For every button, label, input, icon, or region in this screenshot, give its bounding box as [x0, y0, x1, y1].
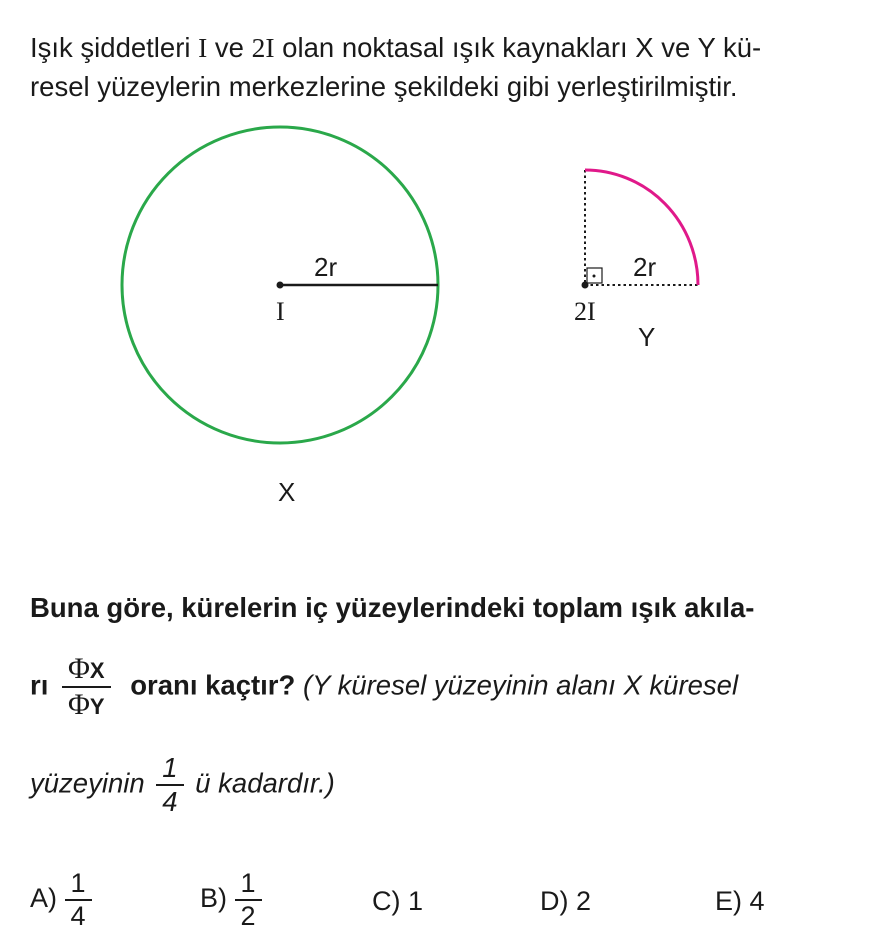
- question-line-2: [30, 652, 738, 722]
- option-letter: D): [540, 886, 569, 916]
- area-fraction-den: 4: [162, 786, 178, 817]
- source-y-dot: [582, 282, 589, 289]
- intensity-symbol-2i: 2I: [251, 32, 275, 63]
- option-d[interactable]: [540, 886, 591, 917]
- x-source-label: I: [276, 297, 285, 326]
- option-letter: B): [200, 883, 227, 914]
- flux-ratio-denominator: ΦY: [67, 688, 105, 721]
- option-a[interactable]: [30, 868, 92, 932]
- area-fraction-num: 1: [156, 752, 183, 786]
- option-fraction: $\frac{1}{2}$: [235, 868, 262, 932]
- right-angle-dot: [593, 275, 596, 278]
- question-italic-a: yüzeyinin: [30, 767, 145, 799]
- question-bold-tail: oranı kaçtır?: [130, 669, 296, 701]
- question-ri: rı: [30, 669, 49, 701]
- option-e[interactable]: [715, 886, 765, 917]
- question-italic-part: (Y küresel yüzeyinin alanı X küresel: [302, 669, 739, 701]
- intro-part: ve: [207, 32, 252, 63]
- flux-ratio-fraction: [62, 652, 111, 722]
- option-fraction: $\frac{1}{4}$: [65, 868, 92, 932]
- option-letter: A): [30, 883, 57, 914]
- option-value: 1: [408, 886, 424, 916]
- y-source-label: 2I: [574, 297, 596, 326]
- y-radius-label: 2r: [633, 252, 657, 282]
- x-radius-label: 2r: [314, 252, 338, 282]
- option-value: 4: [749, 886, 765, 916]
- option-b[interactable]: [200, 868, 262, 932]
- intro-line-2: resel yüzeylerin merkezlerine şekildeki gibi yerleştirilmiştir.: [30, 71, 738, 102]
- question-line-3: [30, 752, 335, 818]
- source-x-dot: [277, 282, 284, 289]
- y-sphere-label: Y: [638, 322, 656, 352]
- option-letter: E): [715, 886, 742, 916]
- option-letter: C): [372, 886, 401, 916]
- x-sphere-label: X: [278, 477, 296, 507]
- intro-part: Işık şiddetleri: [30, 32, 199, 63]
- option-value: 2: [576, 886, 592, 916]
- question-line-1: Buna göre, kürelerin iç yüzeylerindeki toplam ışık akıla-: [30, 592, 755, 623]
- area-fraction: [156, 752, 183, 818]
- flux-ratio-numerator: ΦX: [62, 652, 111, 688]
- question-italic-b: ü kadardır.): [195, 767, 335, 799]
- option-c[interactable]: [372, 886, 423, 917]
- intro-part: olan noktasal ışık kaynakları X ve Y kü-: [274, 32, 762, 63]
- intensity-symbol-i: I: [198, 32, 208, 63]
